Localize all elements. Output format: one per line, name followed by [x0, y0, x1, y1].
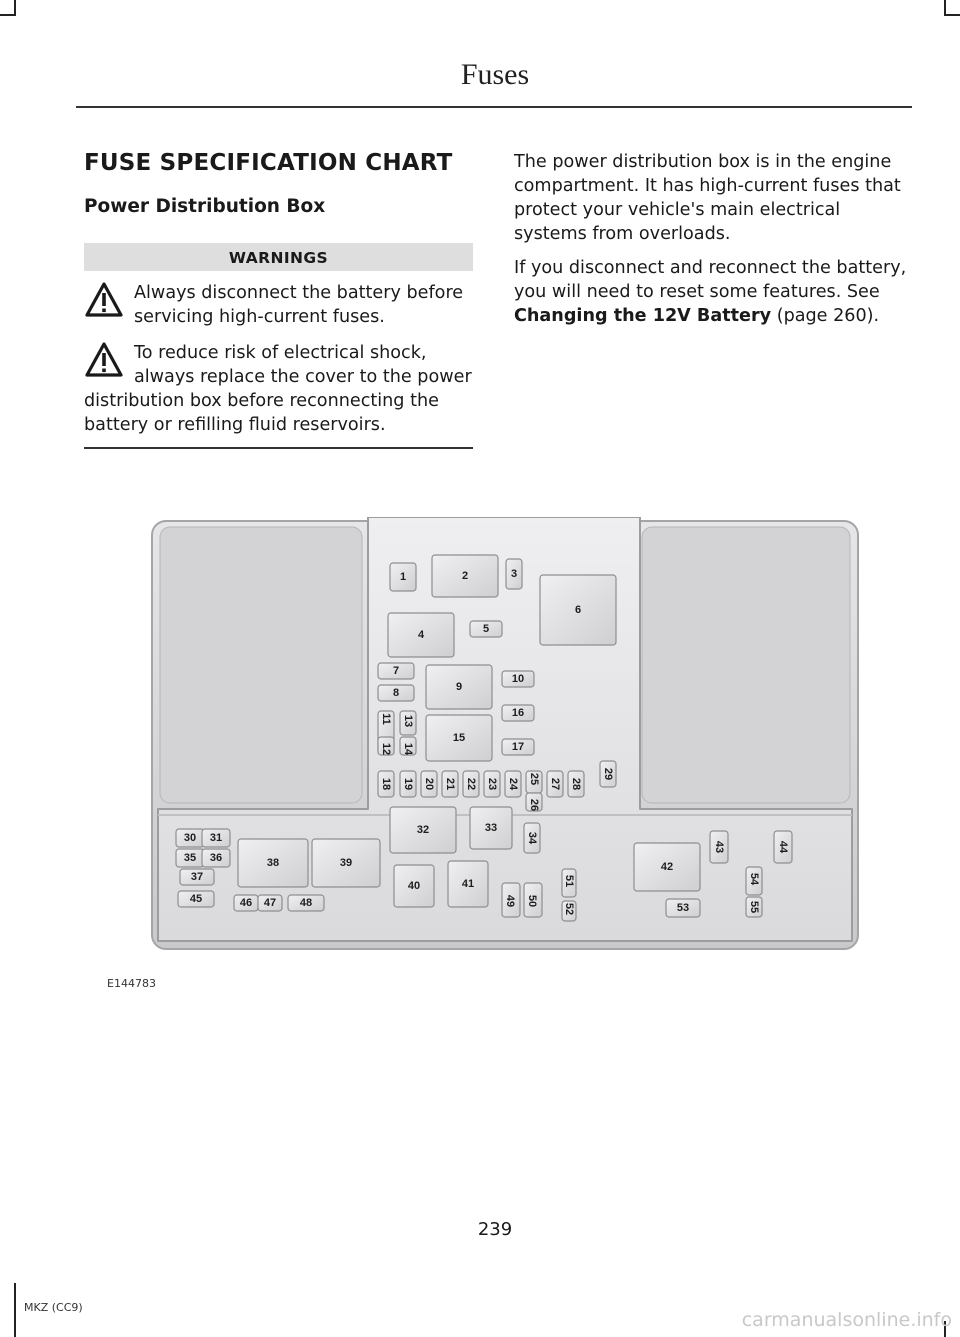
fuse-label-36: 36	[209, 852, 223, 864]
fuse-label-1: 1	[399, 571, 407, 583]
fuse-label-13: 13	[402, 714, 414, 728]
fuse-label-29: 29	[602, 767, 614, 781]
header-rule	[76, 106, 912, 108]
fuse-label-26: 26	[528, 798, 540, 812]
paragraph-reset-page: (page 260).	[771, 306, 880, 326]
fuse-label-44: 44	[777, 840, 789, 854]
watermark: carmanualsonline.info	[741, 1309, 952, 1331]
fuse-label-23: 23	[486, 777, 498, 791]
paragraph-reset	[514, 256, 914, 328]
right-column	[514, 150, 914, 338]
section-subheading: Power Distribution Box	[84, 196, 326, 217]
fuse-label-19: 19	[402, 777, 414, 791]
fuse-label-9: 9	[455, 681, 463, 693]
fuse-label-24: 24	[507, 777, 519, 791]
fuse-label-55: 55	[748, 900, 760, 914]
fuse-label-14: 14	[402, 742, 414, 756]
fuse-label-6: 6	[574, 604, 582, 616]
warning-item	[84, 281, 473, 329]
fuse-label-7: 7	[392, 665, 400, 677]
fuse-label-54: 54	[748, 872, 760, 886]
fuse-label-33: 33	[484, 822, 498, 834]
warning-triangle-icon	[84, 281, 128, 323]
fuse-label-42: 42	[660, 861, 674, 873]
side-panel	[160, 527, 362, 803]
fuse-label-35: 35	[183, 852, 197, 864]
fuse-label-12: 12	[380, 742, 392, 756]
warnings-title: WARNINGS	[84, 243, 473, 271]
fuse-label-25: 25	[528, 772, 540, 786]
fuse-label-34: 34	[526, 831, 538, 845]
fuse-label-52: 52	[563, 902, 575, 916]
fuse-label-48: 48	[299, 897, 313, 909]
warning-text-2: To reduce risk of electrical shock, always replace the cover to the power distribution box before reconnecting the battery or refilling fluid reservoirs.	[84, 343, 472, 435]
page-header-title: Fuses	[460, 58, 530, 91]
fuse-label-4: 4	[417, 629, 425, 641]
crop-mark	[944, 14, 960, 16]
fuse-label-8: 8	[392, 687, 400, 699]
fuse-label-28: 28	[570, 777, 582, 791]
paragraph-reset-text: If you disconnect and reconnect the battery, you will need to reset some features. See	[514, 258, 907, 302]
fuse-label-5: 5	[482, 623, 490, 635]
page-number: 239	[477, 1219, 513, 1240]
fuse-label-43: 43	[713, 840, 725, 854]
left-column	[84, 150, 474, 449]
side-panel	[642, 527, 850, 803]
fuse-label-2: 2	[461, 570, 469, 582]
fuse-label-10: 10	[511, 673, 525, 685]
fuse-label-18: 18	[380, 777, 392, 791]
fuse-label-50: 50	[526, 894, 538, 908]
warning-text-1: Always disconnect the battery before servicing high-current fuses.	[134, 283, 464, 327]
warnings-rule	[84, 447, 473, 449]
fuse-label-49: 49	[504, 894, 516, 908]
section-heading: FUSE SPECIFICATION CHART	[84, 150, 453, 176]
fuse-label-47: 47	[263, 897, 277, 909]
fuse-label-11: 11	[380, 713, 392, 725]
model-code: MKZ (CC9)	[24, 1301, 83, 1314]
fuse-label-3: 3	[510, 568, 518, 580]
fuse-label-21: 21	[444, 777, 456, 791]
figure-id: E144783	[107, 977, 156, 990]
fuse-label-53: 53	[676, 902, 690, 914]
fuse-label-17: 17	[511, 741, 525, 753]
fuse-label-40: 40	[407, 880, 421, 892]
crop-mark	[14, 1283, 16, 1337]
fuse-label-39: 39	[339, 857, 353, 869]
fuse-label-46: 46	[239, 897, 253, 909]
fuse-label-41: 41	[461, 878, 475, 890]
fuse-label-38: 38	[266, 857, 280, 869]
fuse-label-22: 22	[465, 777, 477, 791]
crop-mark	[0, 14, 16, 16]
fuse-label-45: 45	[189, 893, 203, 905]
fuse-label-20: 20	[423, 777, 435, 791]
paragraph-intro: The power distribution box is in the engine compartment. It has high-current fuses that protect your vehicle's main electrical systems from overloads.	[514, 152, 901, 244]
fuse-label-32: 32	[416, 824, 430, 836]
fuse-label-15: 15	[452, 732, 466, 744]
fuse-label-27: 27	[549, 777, 561, 791]
warning-item	[84, 341, 473, 437]
fuse-label-30: 30	[183, 832, 197, 844]
fuse-label-16: 16	[511, 707, 525, 719]
fuse-box-diagram	[150, 517, 860, 953]
warning-triangle-icon	[84, 341, 128, 383]
fuse-label-37: 37	[190, 871, 204, 883]
warnings-box	[84, 243, 473, 449]
fuse-label-51: 51	[563, 874, 575, 888]
cross-reference-link[interactable]: Changing the 12V Battery	[514, 306, 772, 326]
fuse-label-31: 31	[209, 832, 223, 844]
